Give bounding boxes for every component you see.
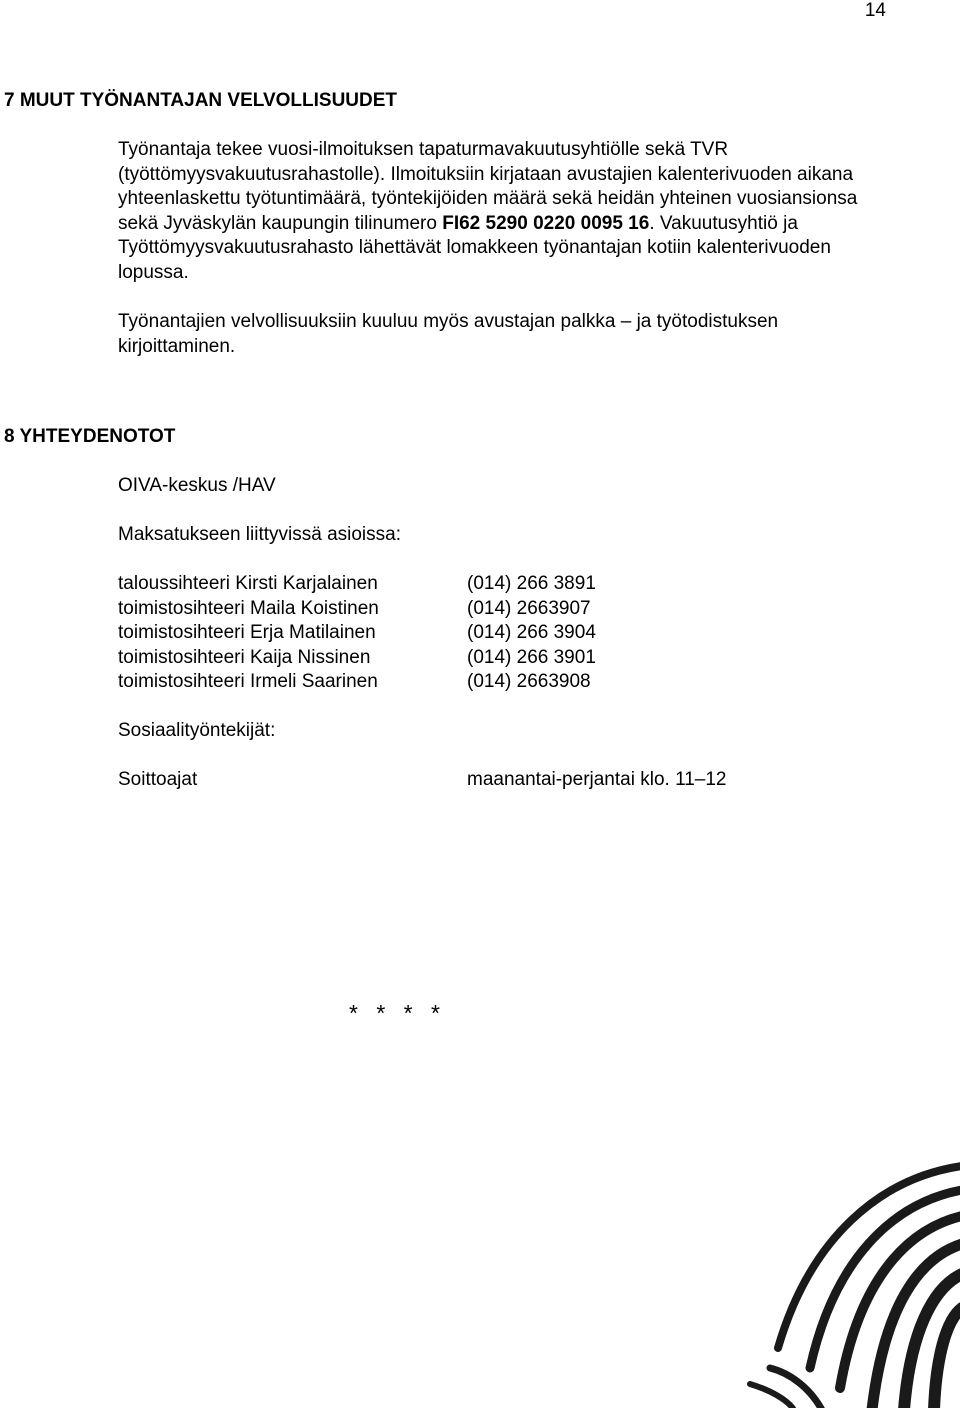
contact-name: toimistosihteeri Erja Matilainen xyxy=(118,622,376,643)
contact-list xyxy=(118,572,596,695)
unit-name: OIVA-keskus /HAV xyxy=(118,475,276,496)
call-times-value: maanantai-perjantai klo. 11–12 xyxy=(467,769,727,790)
contact-row xyxy=(118,646,596,671)
contact-row xyxy=(118,670,596,695)
contact-name: taloussihteeri Kirsti Karjalainen xyxy=(118,573,378,594)
section-8-heading: 8 YHTEYDENOTOT xyxy=(4,426,176,447)
end-mark: * * * * xyxy=(349,1000,446,1026)
contact-phone: (014) 266 3891 xyxy=(467,573,596,594)
contact-row xyxy=(118,597,596,622)
section-7-paragraph-1 xyxy=(118,138,878,286)
contact-phone: (014) 266 3901 xyxy=(467,646,596,668)
call-times xyxy=(118,768,727,792)
account-number: FI62 5290 0220 0095 16 xyxy=(442,212,650,234)
contact-row xyxy=(118,621,596,646)
paragraph-1-text: Työnantaja tekee vuosi-ilmoituksen tapaturmavakuutusyhtiölle sekä TVR (työttömyysvakuutusrahastolle). Ilmoituksiin kirjataan avustajien kalenterivuoden aikana yhteenlaskettu työtuntimäärä, työntekijöiden määrä sekä heidän yhteinen vuosiansionsa sekä Jyväskylän kaupungin tilinumero xyxy=(118,139,858,234)
contact-phone: (014) 266 3904 xyxy=(467,622,596,643)
call-times-label: Soittoajat xyxy=(118,769,198,790)
contact-row xyxy=(118,572,596,597)
contact-phone: (014) 2663908 xyxy=(467,671,591,692)
section-7-paragraph-2: Työnantajien velvollisuuksiin kuuluu myös avustajan palkka – ja työtodistuksen kirjoittaminen. xyxy=(118,311,779,357)
city-logo-icon xyxy=(730,1148,960,1408)
payments-label: Maksatukseen liittyvissä asioissa: xyxy=(118,524,401,545)
contact-name: toimistosihteeri Kaija Nissinen xyxy=(118,646,371,668)
social-workers-label: Sosiaalityöntekijät: xyxy=(118,720,276,741)
contact-name: toimistosihteeri Irmeli Saarinen xyxy=(118,671,378,692)
page-number: 14 xyxy=(864,0,886,21)
paragraph-1-text-end: . Vakuutusyhtiö ja Työttömyysvakuutusrahasto lähettävät lomakkeen työnantajan kotiin kalenterivuoden lopussa. xyxy=(118,212,831,283)
section-7-heading: 7 MUUT TYÖNANTAJAN VELVOLLISUUDET xyxy=(4,90,398,111)
contact-phone: (014) 2663907 xyxy=(467,597,591,619)
contact-name: toimistosihteeri Maila Koistinen xyxy=(118,597,379,619)
